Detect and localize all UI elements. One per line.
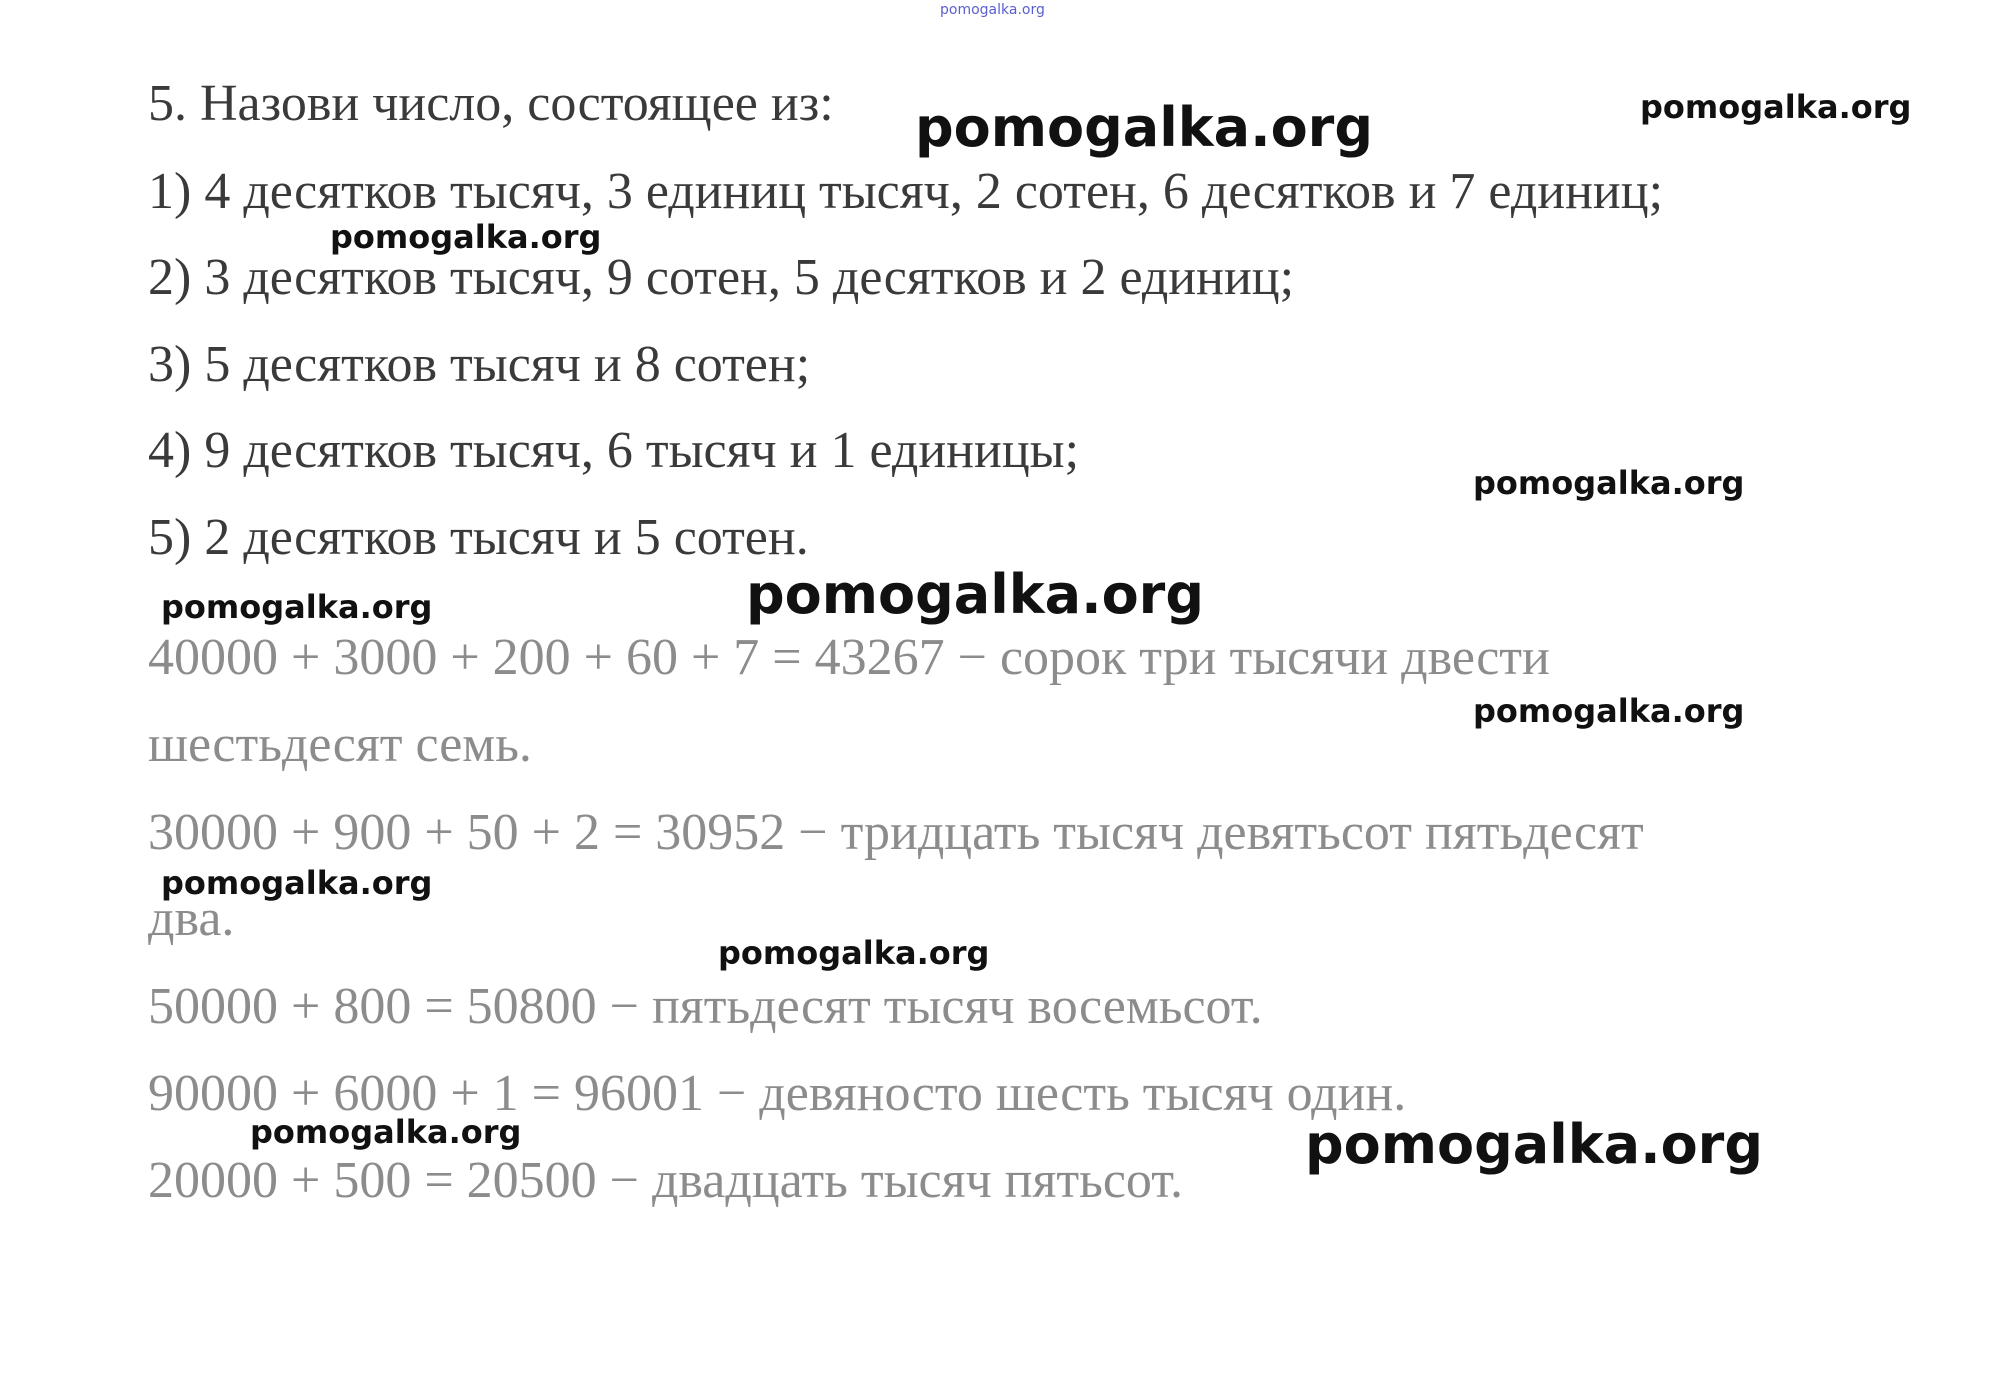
task-item-5: 5) 2 десятков тысяч и 5 сотен.: [148, 509, 809, 566]
task-item-1: 1) 4 десятков тысяч, 3 единиц тысяч, 2 сотен, 6 десятков и 7 единиц;: [148, 163, 1664, 220]
task-title: 5. Назови число, состоящее из:: [148, 75, 834, 132]
watermark: pomogalka.org: [1473, 692, 1745, 730]
header-watermark: pomogalka.org: [940, 2, 1045, 18]
watermark: pomogalka.org: [1305, 1113, 1763, 1176]
task-item-2: 2) 3 десятков тысяч, 9 сотен, 5 десятков и 2 единиц;: [148, 249, 1295, 306]
task-item-3: 3) 5 десятков тысяч и 8 сотен;: [148, 336, 811, 393]
watermark: pomogalka.org: [1473, 464, 1745, 502]
answer-line-4: два.: [148, 890, 235, 947]
answer-line-5: 50000 + 800 = 50800 − пятьдесят тысяч восемьсот.: [148, 978, 1263, 1035]
answer-line-7: 20000 + 500 = 20500 − двадцать тысяч пятьсот.: [148, 1152, 1184, 1209]
watermark: pomogalka.org: [161, 864, 433, 902]
watermark: pomogalka.org: [330, 218, 602, 256]
watermark: pomogalka.org: [161, 588, 433, 626]
watermark: pomogalka.org: [746, 563, 1204, 626]
watermark: pomogalka.org: [718, 934, 990, 972]
answer-line-6: 90000 + 6000 + 1 = 96001 − девяносто шесть тысяч один.: [148, 1065, 1407, 1122]
task-item-4: 4) 9 десятков тысяч, 6 тысяч и 1 единицы;: [148, 422, 1080, 479]
watermark: pomogalka.org: [1640, 88, 1912, 126]
watermark: pomogalka.org: [250, 1113, 522, 1151]
answer-line-1: 40000 + 3000 + 200 + 60 + 7 = 43267 − сорок три тысячи двести: [148, 629, 1550, 686]
watermark: pomogalka.org: [915, 96, 1373, 159]
answer-line-3: 30000 + 900 + 50 + 2 = 30952 − тридцать тысяч девятьсот пятьдесят: [148, 804, 1644, 861]
answer-line-2: шестьдесят семь.: [148, 716, 532, 773]
